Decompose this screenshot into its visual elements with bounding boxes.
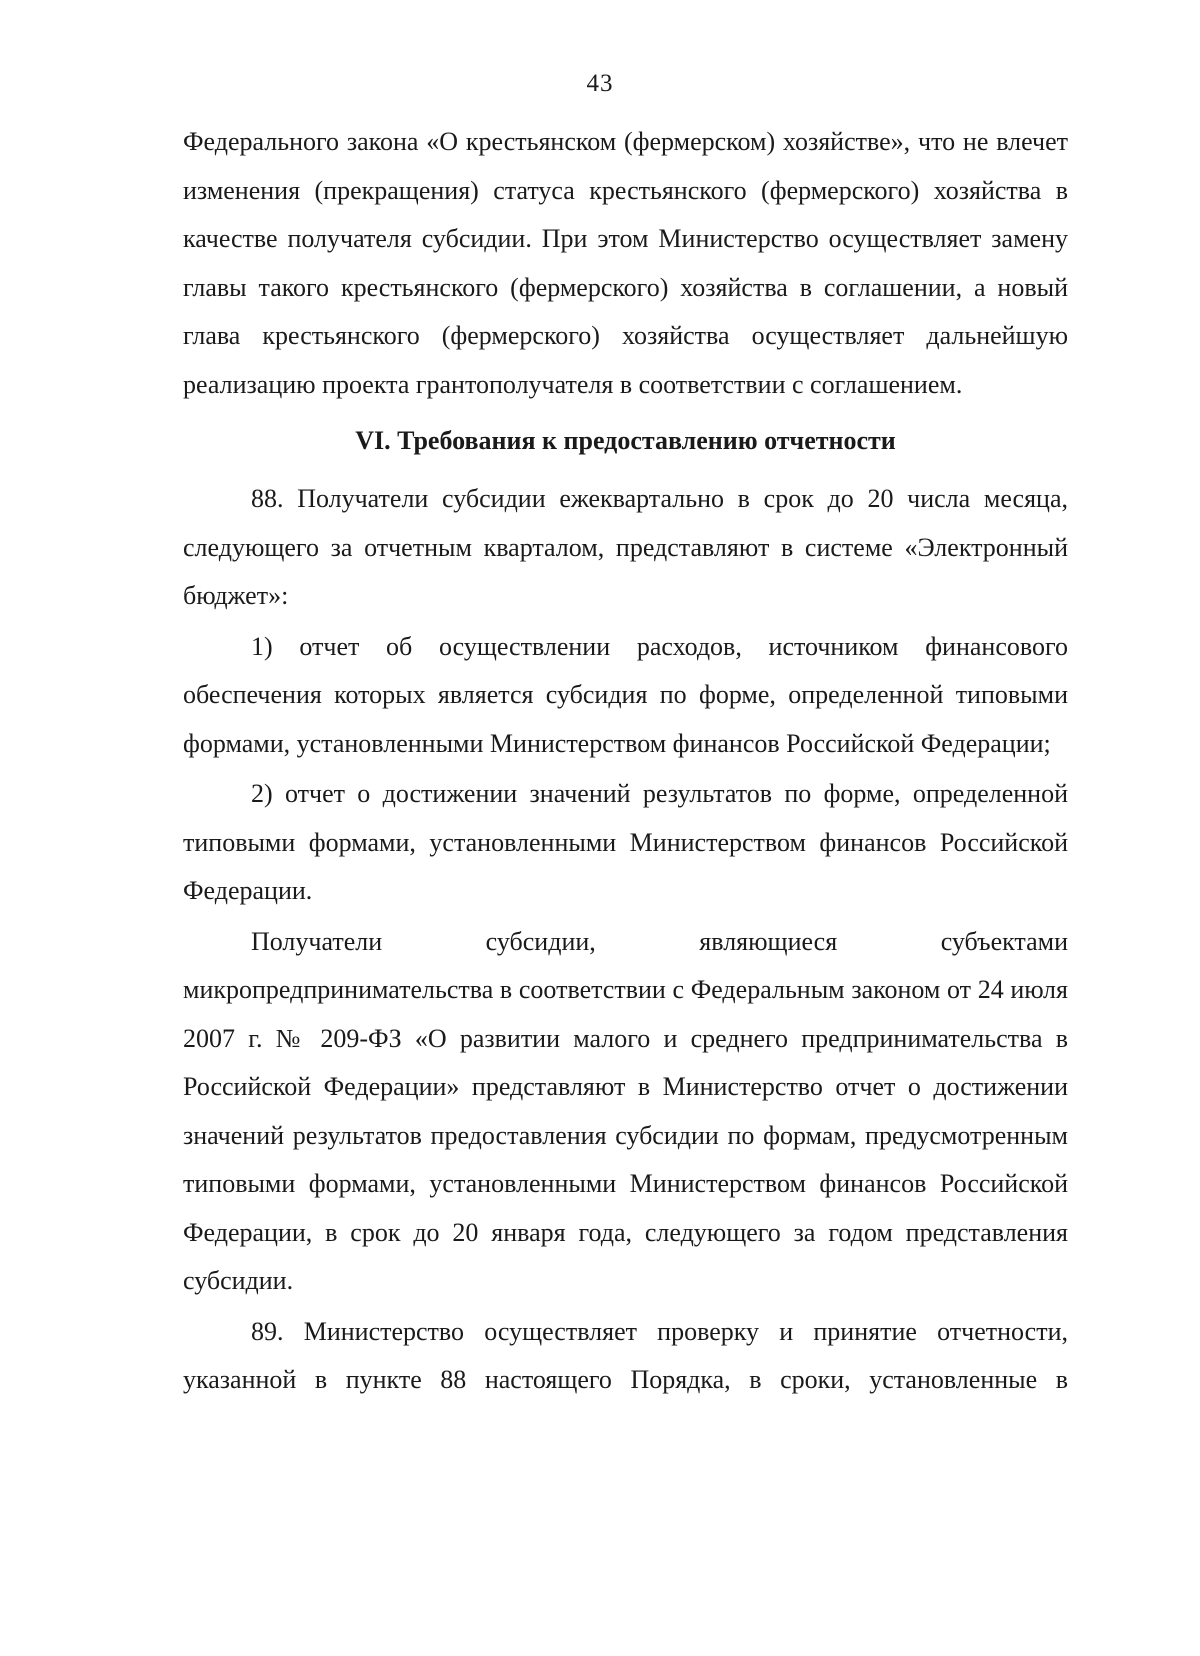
- page-number: 43: [586, 70, 614, 97]
- paragraph-88-microenterprise: Получатели субсидии, являющиеся субъектами микропредпринимательства в соответствии с Федеральным законом от 24 июля 2007 г. № 209-ФЗ «О развитии малого и среднего предпринимательства в Российской Федерации» представляют в Министерство отчет о достижении значений результатов предоставления субсидии по формам, предусмотренным типовыми формами, установленными Министерством финансов Российской Федерации, в срок до 20 января года, следующего за годом представления субсидии.: [183, 926, 1068, 1295]
- paragraph-88-item-2: 2) отчет о достижении значений результатов по форме, определенной типовыми формами, установленными Министерством финансов Российской Федерации.: [183, 779, 1068, 905]
- paragraph-88: 88. Получатели субсидии ежеквартально в срок до 20 числа месяца, следующего за отчетным кварталом, представляют в системе «Электронный бюджет»:: [183, 484, 1068, 610]
- paragraph-89: 89. Министерство осуществляет проверку и принятие отчетности, указанной в пункте 88 настоящего Порядка, в сроки, установленные в: [183, 1316, 1068, 1394]
- paragraph-continuation: Федерального закона «О крестьянском (фермерском) хозяйстве», что не влечет изменения (прекращения) статуса крестьянского (фермерского) хозяйства в качестве получателя субсидии. При этом Министерство осуществляет замену главы такого крестьянского (фермерского) хозяйства в соглашении, а новый глава крестьянского (фермерского) хозяйства осуществляет дальнейшую реализацию проекта грантополучателя в соответствии с соглашением.: [183, 127, 1068, 399]
- section-heading: VI. Требования к предоставлению отчетности: [355, 426, 896, 455]
- paragraph-88-item-1: 1) отчет об осуществлении расходов, источником финансового обеспечения которых является субсидия по форме, определенной типовыми формами, установленными Министерством финансов Российской Федерации;: [183, 631, 1068, 758]
- document-body: [183, 118, 1068, 1405]
